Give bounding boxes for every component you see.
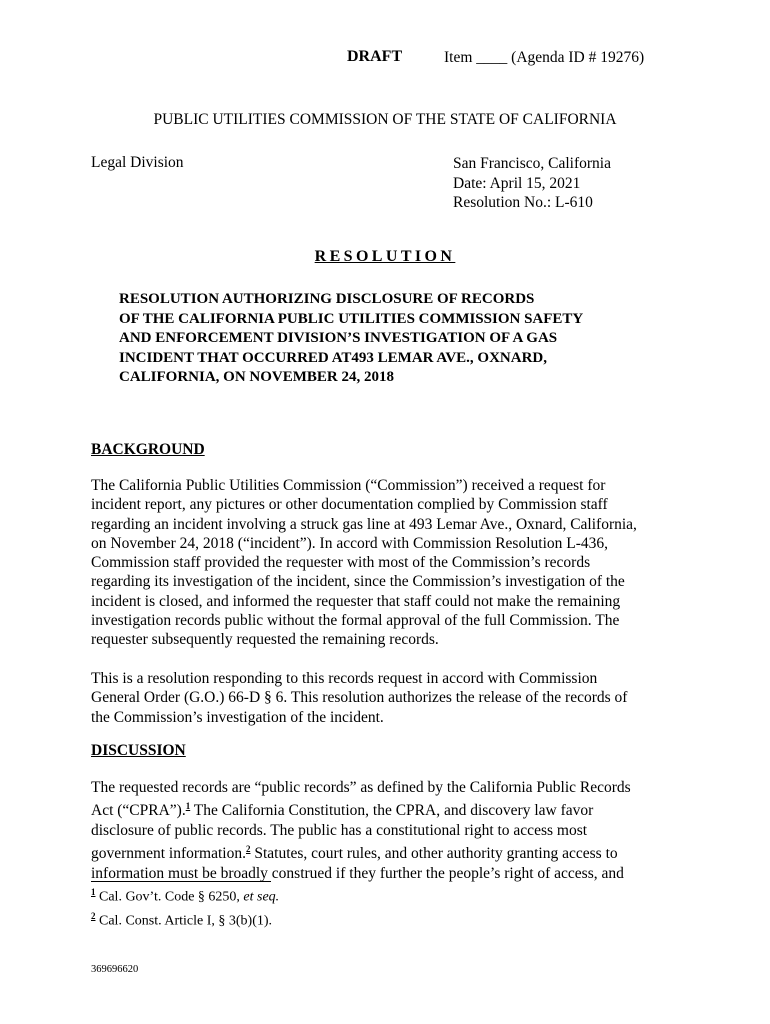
background-heading: BACKGROUND xyxy=(91,441,205,458)
resolution-meta xyxy=(453,154,611,213)
resolution-heading: RESOLUTION xyxy=(314,248,456,265)
background-paragraph-1 xyxy=(91,476,637,650)
text-line: regarding its investigation of the incident, since the Commission’s investigation of the xyxy=(91,573,625,591)
text-segment: The California Constitution, the CPRA, and discovery law favor xyxy=(190,802,594,820)
text-line xyxy=(91,840,631,863)
text-line: requester subsequently requested the remaining records. xyxy=(91,631,439,649)
text-line: General Order (G.O.) 66-D § 6. This resolution authorizes the release of the records of xyxy=(91,689,628,707)
text-line: Commission staff provided the requester with most of the Commission’s records xyxy=(91,554,591,572)
subject-line: OF THE CALIFORNIA PUBLIC UTILITIES COMMISSION SAFETY xyxy=(119,310,584,327)
subject-line: RESOLUTION AUTHORIZING DISCLOSURE OF RECORDS xyxy=(119,291,535,307)
draft-label: DRAFT xyxy=(347,48,403,65)
resolution-number: Resolution No.: L-610 xyxy=(453,194,593,211)
footnote-number: 1 xyxy=(91,887,96,897)
subject-line: INCIDENT THAT OCCURRED AT493 LEMAR AVE., OXNARD, xyxy=(119,349,547,366)
footnote-divider xyxy=(91,881,271,882)
text-line: the Commission’s investigation of the incident. xyxy=(91,708,384,726)
subject-line: AND ENFORCEMENT DIVISION’S INVESTIGATION OF A GAS xyxy=(119,330,558,346)
document-number: 369696620 xyxy=(91,964,139,975)
text-segment: Act (“CPRA”). xyxy=(91,802,186,820)
footnote-1 xyxy=(91,887,279,906)
text-line xyxy=(91,797,631,820)
commission-title: PUBLIC UTILITIES COMMISSION OF THE STATE OF CALIFORNIA xyxy=(153,111,617,128)
resolution-subject xyxy=(119,290,679,388)
text-segment: Statutes, court rules, and other authority granting access to xyxy=(250,845,618,863)
footnote-text: Cal. Gov’t. Code § 6250, xyxy=(95,889,244,905)
text-line: regarding an incident involving a struck gas line at 493 Lemar Ave., Oxnard, California, xyxy=(91,515,637,533)
text-segment: government information. xyxy=(91,845,246,863)
text-line: The requested records are “public records” as defined by the California Public Records xyxy=(91,779,631,796)
discussion-heading: DISCUSSION xyxy=(91,742,186,759)
footnote-ref-1[interactable]: 1 xyxy=(185,801,191,812)
text-line: incident report, any pictures or other documentation complied by Commission staff xyxy=(91,496,608,514)
resolution-date: Date: April 15, 2021 xyxy=(453,174,581,192)
text-line: on November 24, 2018 (“incident”). In accord with Commission Resolution L-436, xyxy=(91,534,609,552)
discussion-paragraph xyxy=(91,778,631,883)
text-line: disclosure of public records. The public has a constitutional right to access most xyxy=(91,821,588,839)
footnote-number: 2 xyxy=(91,911,96,921)
text-line: The California Public Utilities Commission (“Commission”) received a request for xyxy=(91,477,606,494)
footnote-2 xyxy=(91,911,272,930)
subject-line: CALIFORNIA, ON NOVEMBER 24, 2018 xyxy=(119,369,395,385)
background-paragraph-2 xyxy=(91,669,627,727)
text-line: investigation records public without the formal approval of the full Commission. The xyxy=(91,612,620,630)
footnote-italic: et seq. xyxy=(243,889,280,905)
footnote-text: Cal. Const. Article I, § 3(b)(1). xyxy=(95,913,273,929)
agenda-item: Item ____ (Agenda ID # 19276) xyxy=(444,49,645,66)
text-line: incident is closed, and informed the requester that staff could not make the remaining xyxy=(91,592,621,610)
text-line: information must be broadly construed if they further the people’s right of access, and xyxy=(91,864,624,882)
text-line: This is a resolution responding to this records request in accord with Commission xyxy=(91,670,598,687)
division-label: Legal Division xyxy=(91,154,184,171)
location: San Francisco, California xyxy=(453,155,611,172)
footnote-ref-2[interactable]: 2 xyxy=(245,844,251,855)
